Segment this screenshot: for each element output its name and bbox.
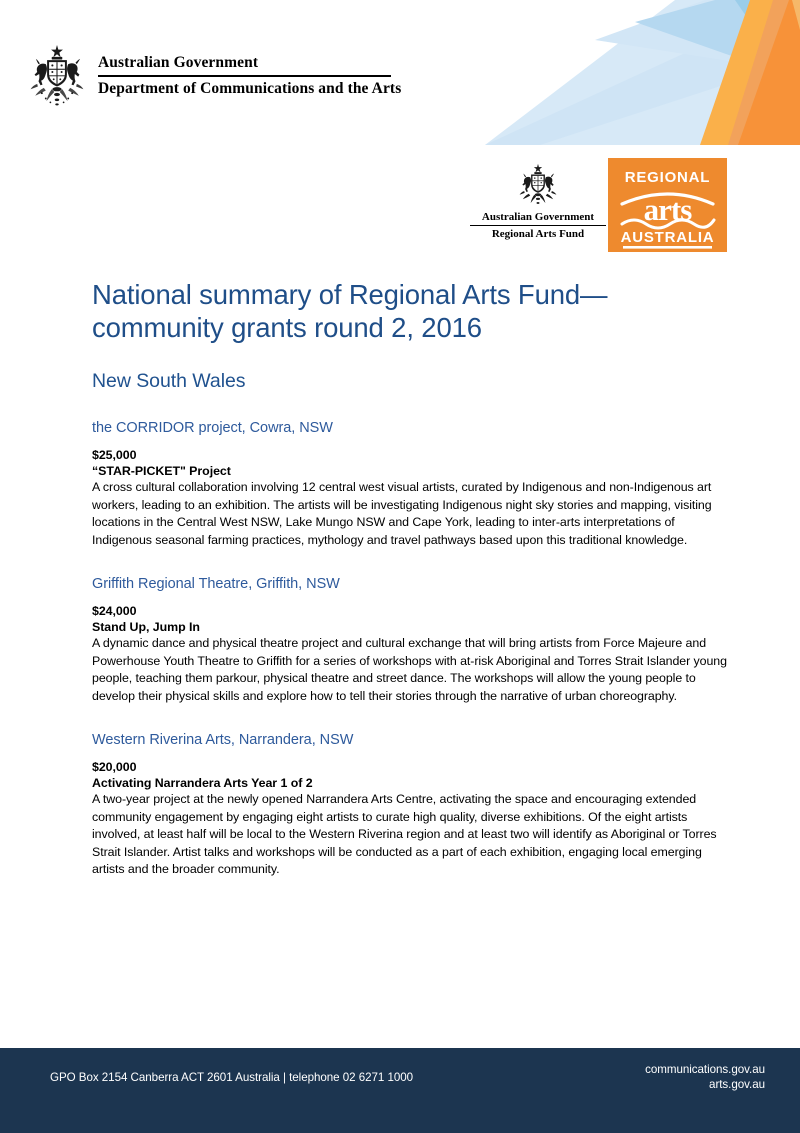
- grant-organisation: Western Riverina Arts, Narrandera, NSW: [92, 732, 354, 749]
- grant-amount: $20,000: [92, 760, 137, 775]
- grant-amount: $25,000: [92, 448, 137, 462]
- svg-text:AUSTRALIA: AUSTRALIA: [620, 229, 715, 246]
- australian-government-header: [24, 42, 401, 110]
- grant-entry: [92, 575, 729, 705]
- grant-description: A two-year project at the newly opened Narrandera Arts Centre, activating the space and encouraging extended community engagement by engaging eight artists to curate high quality, diverse exhibitions. Of the eight artists involved, at least half will be local to the Western Riverina region and at least two will identify as Aboriginal or Torres Strait Islander. Artist talks and workshops will be conducted as a part of each exhibition, engaging local emerging artists and the broader community.: [92, 792, 717, 877]
- state-heading: New South Wales: [92, 370, 246, 392]
- grant-project-name: Activating Narrandera Arts Year 1 of 2: [92, 776, 313, 791]
- grant-description: A cross cultural collaboration involving 12 central west visual artists, curated by Indigenous and non-Indigenous art workers, leading to an exhibition. The artists will be investigating Indigenous night sky stories and mapping, visiting locations in the Central West NSW, Lake Mungo NSW and Cape York, leading to inter-arts interpretations of Indigenous seasonal farming practices, mythology and travel pathways based upon this traditional knowledge.: [92, 480, 712, 547]
- footer-address: GPO Box 2154 Canberra ACT 2601 Australia | telephone 02 6271 1000: [50, 1071, 414, 1084]
- footer-links: [645, 1062, 765, 1092]
- footer-link-arts[interactable]: arts.gov.au: [709, 1078, 765, 1091]
- government-wordmark: [98, 54, 401, 97]
- page-footer: [0, 1048, 800, 1133]
- grant-organisation: Griffith Regional Theatre, Griffith, NSW: [92, 576, 340, 593]
- page-title: [92, 278, 729, 344]
- government-name: Australian Government: [98, 54, 259, 72]
- grant-entry: [92, 731, 729, 878]
- grant-project-name: “STAR-PICKET" Project: [92, 464, 231, 479]
- grant-entry: [92, 419, 729, 549]
- grant-project-name: Stand Up, Jump In: [92, 620, 200, 635]
- page-title-line-2: community grants round 2, 2016: [92, 312, 482, 343]
- regional-arts-australia-logo: [608, 158, 727, 252]
- raf-divider: [470, 225, 606, 226]
- document-content: [92, 278, 729, 879]
- decorative-corner-graphic: [460, 0, 800, 145]
- svg-text:REGIONAL: REGIONAL: [624, 169, 711, 186]
- regional-arts-fund-lockup: [468, 158, 727, 252]
- australian-coat-of-arms-icon: [515, 162, 561, 209]
- footer-link-communications[interactable]: communications.gov.au: [645, 1063, 765, 1076]
- raf-government-name: Australian Government: [481, 211, 595, 223]
- department-name: Department of Communications and the Arts: [98, 79, 402, 97]
- raf-government-lockup: [468, 158, 608, 240]
- svg-text:arts: arts: [643, 192, 692, 227]
- raf-program-name: Regional Arts Fund: [491, 228, 585, 241]
- grant-organisation: the CORRIDOR project, Cowra, NSW: [92, 420, 333, 436]
- page-title-line-1: National summary of Regional Arts Fund—: [92, 279, 608, 310]
- grant-amount: $24,000: [92, 604, 137, 619]
- grant-description: A dynamic dance and physical theatre project and cultural exchange that will bring artists from Force Majeure and Powerhouse Youth Theatre to Griffith for a series of workshops with at-risk Aboriginal and Torres Strait Islander young people, teaching them parkour, physical theatre and street dance. The workshops will allow the young people to develop their physical skills and explore how to tell their stories through the narrative of urban choreography.: [92, 636, 727, 703]
- australian-coat-of-arms-icon: [24, 42, 90, 110]
